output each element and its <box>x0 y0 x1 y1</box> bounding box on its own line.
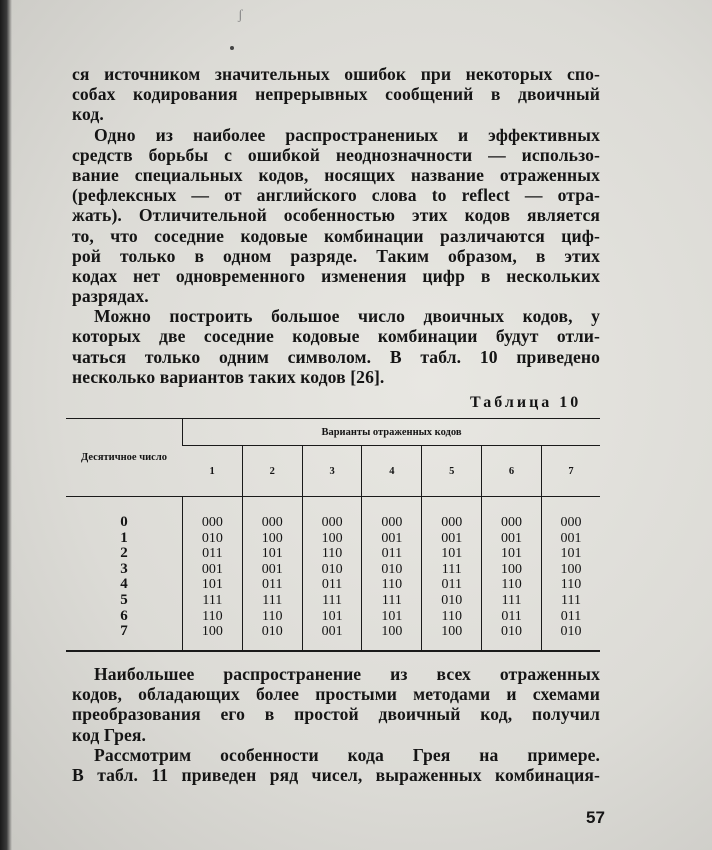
table-cell: 110 <box>441 608 462 624</box>
table-cell: 101 <box>560 546 582 562</box>
table-cell: 000 <box>501 515 523 530</box>
text-line: код Грея. <box>72 724 146 745</box>
table-cell: 111 <box>322 592 343 608</box>
variant-header: 5 <box>422 446 482 497</box>
column-values <box>303 515 362 640</box>
table-cell: 111 <box>501 592 522 608</box>
table-cell: 000 <box>321 515 343 530</box>
text-line: преобразования его в простой двоичный код, получил <box>72 704 600 725</box>
table-cell: 111 <box>441 561 462 577</box>
column-values <box>542 515 600 640</box>
table-cell: 100 <box>560 561 582 577</box>
text-line: которых две соседние кодовые комбинации будут отли- <box>72 326 600 347</box>
table-cell: 000 <box>261 515 283 530</box>
table-cell: 001 <box>501 530 523 546</box>
column-values <box>482 515 541 640</box>
column-values <box>183 515 242 640</box>
table-cell: 011 <box>381 546 403 562</box>
text-line: В табл. 11 приведен ряд чисел, выраженных комбинация- <box>72 764 600 785</box>
table-cell: 010 <box>201 530 223 546</box>
table-cell: 111 <box>561 592 581 608</box>
table-cell: 011 <box>262 577 283 593</box>
text-line: разрядах. <box>72 286 149 307</box>
variant-column-3 <box>302 497 362 651</box>
table-cell: 1 <box>120 529 128 546</box>
variant-column-1 <box>183 497 243 651</box>
text-line: чаться только одним символом. В табл. 10 приведено <box>72 346 600 367</box>
book-spine-shadow <box>0 0 12 850</box>
reflected-codes-table <box>66 418 600 652</box>
variant-header: 3 <box>302 446 362 497</box>
text-line: собах кодирования непрерывных сообщений в двоичный <box>72 84 600 105</box>
table-caption: Таблица 10 <box>470 394 582 411</box>
table-cell: 101 <box>201 577 223 593</box>
table-cell: 001 <box>560 530 582 546</box>
table-cell: 010 <box>381 561 403 577</box>
pencil-mark-icon: ʃ <box>238 8 243 23</box>
text-line: вание специальных кодов, носящих название отраженных <box>72 164 600 185</box>
table-cell: 001 <box>321 624 343 640</box>
variant-column-6 <box>482 497 542 651</box>
ink-dot-icon <box>230 46 234 50</box>
text-line: ся источником значительных ошибок при некоторых спо- <box>72 64 600 84</box>
variant-header: 7 <box>541 446 600 497</box>
table-cell: 111 <box>262 592 283 608</box>
table-cell: 011 <box>321 577 343 593</box>
group-header: Варианты отраженных кодов <box>183 419 601 446</box>
table-cell: 000 <box>201 515 223 530</box>
table-cell: 011 <box>202 546 223 562</box>
table-cell: 3 <box>120 560 128 577</box>
table-cell: 101 <box>261 546 283 562</box>
text-line: код. <box>72 104 104 125</box>
table-cell: 001 <box>381 530 403 546</box>
table-cell: 7 <box>120 623 128 640</box>
table-cell: 5 <box>120 591 128 608</box>
variant-header: 2 <box>242 446 302 497</box>
table-cell: 010 <box>441 592 463 608</box>
text-line: то, что соседние кодовые комбинации различаются циф- <box>72 225 600 246</box>
table-cell: 110 <box>321 546 343 562</box>
table-cell: 100 <box>441 624 463 640</box>
table-cell: 110 <box>560 577 582 593</box>
text-line: несколько вариантов таких кодов [26]. <box>72 366 385 387</box>
text-line: рой только в одном разряде. Таким образом, в этих <box>72 245 600 266</box>
table-cell: 010 <box>560 624 582 640</box>
text-line: Можно построить большое число двоичных кодов, у <box>94 306 600 327</box>
variant-header: 1 <box>183 446 243 497</box>
table-cell: 000 <box>381 515 403 530</box>
table-cell: 6 <box>120 607 128 624</box>
variant-header: 6 <box>482 446 542 497</box>
table-cell: 000 <box>560 515 582 530</box>
table-cell: 010 <box>501 624 523 640</box>
column-values <box>362 515 421 640</box>
table-cell: 111 <box>381 592 402 608</box>
table-cell: 011 <box>501 608 522 624</box>
table-cell: 101 <box>381 608 403 624</box>
text-line: Наибольшее распространение из всех отраженных <box>94 664 600 684</box>
column-values <box>243 515 302 640</box>
table-cell: 000 <box>441 515 463 530</box>
text-block-top <box>72 64 600 387</box>
table-cell: 010 <box>261 624 283 640</box>
table-cell: 011 <box>441 577 462 593</box>
column-values <box>422 515 481 640</box>
table-cell: 110 <box>501 577 522 593</box>
text-block-bottom <box>72 664 600 785</box>
decimal-number-column <box>66 497 183 651</box>
table-cell: 110 <box>202 608 223 624</box>
column-values <box>66 515 182 640</box>
variant-header: 4 <box>362 446 422 497</box>
table-cell: 100 <box>321 530 343 546</box>
table-cell: 111 <box>202 592 223 608</box>
table-cell: 0 <box>120 514 128 530</box>
table-cell: 101 <box>501 546 523 562</box>
corner-header: Десятичное число <box>66 419 183 497</box>
variant-column-7 <box>541 497 600 651</box>
table-cell: 001 <box>201 561 223 577</box>
table-cell: 110 <box>262 608 283 624</box>
variant-column-5 <box>422 497 482 651</box>
variant-column-2 <box>242 497 302 651</box>
table-cell: 101 <box>321 608 343 624</box>
page-number: 57 <box>586 808 605 827</box>
table-cell: 2 <box>120 545 128 562</box>
text-line: Рассмотрим особенности кода Грея на примере. <box>94 744 600 765</box>
table-cell: 010 <box>321 561 343 577</box>
table-cell: 100 <box>501 561 523 577</box>
text-line: кодах нет одновременного изменения цифр в нескольких <box>72 265 600 286</box>
table-cell: 100 <box>201 624 223 640</box>
text-line: жать). Отличительной особенностью этих кодов является <box>72 205 600 226</box>
table-cell: 011 <box>560 608 582 624</box>
text-line: (рефлексных — от английского слова to reflect — отра- <box>72 185 600 206</box>
text-line: кодов, обладающих более простыми методами и схемами <box>72 684 600 705</box>
table-cell: 110 <box>381 577 403 593</box>
text-line: Одно из наиболее распространениых и эффективных <box>94 124 600 145</box>
table-cell: 100 <box>261 530 283 546</box>
text-line: средств борьбы с ошибкой неоднозначности — использо- <box>72 144 600 165</box>
table-cell: 4 <box>120 576 128 593</box>
table-cell: 001 <box>261 561 283 577</box>
table-cell: 001 <box>441 530 463 546</box>
table-cell: 100 <box>381 624 403 640</box>
variant-column-4 <box>362 497 422 651</box>
table-cell: 101 <box>441 546 463 562</box>
